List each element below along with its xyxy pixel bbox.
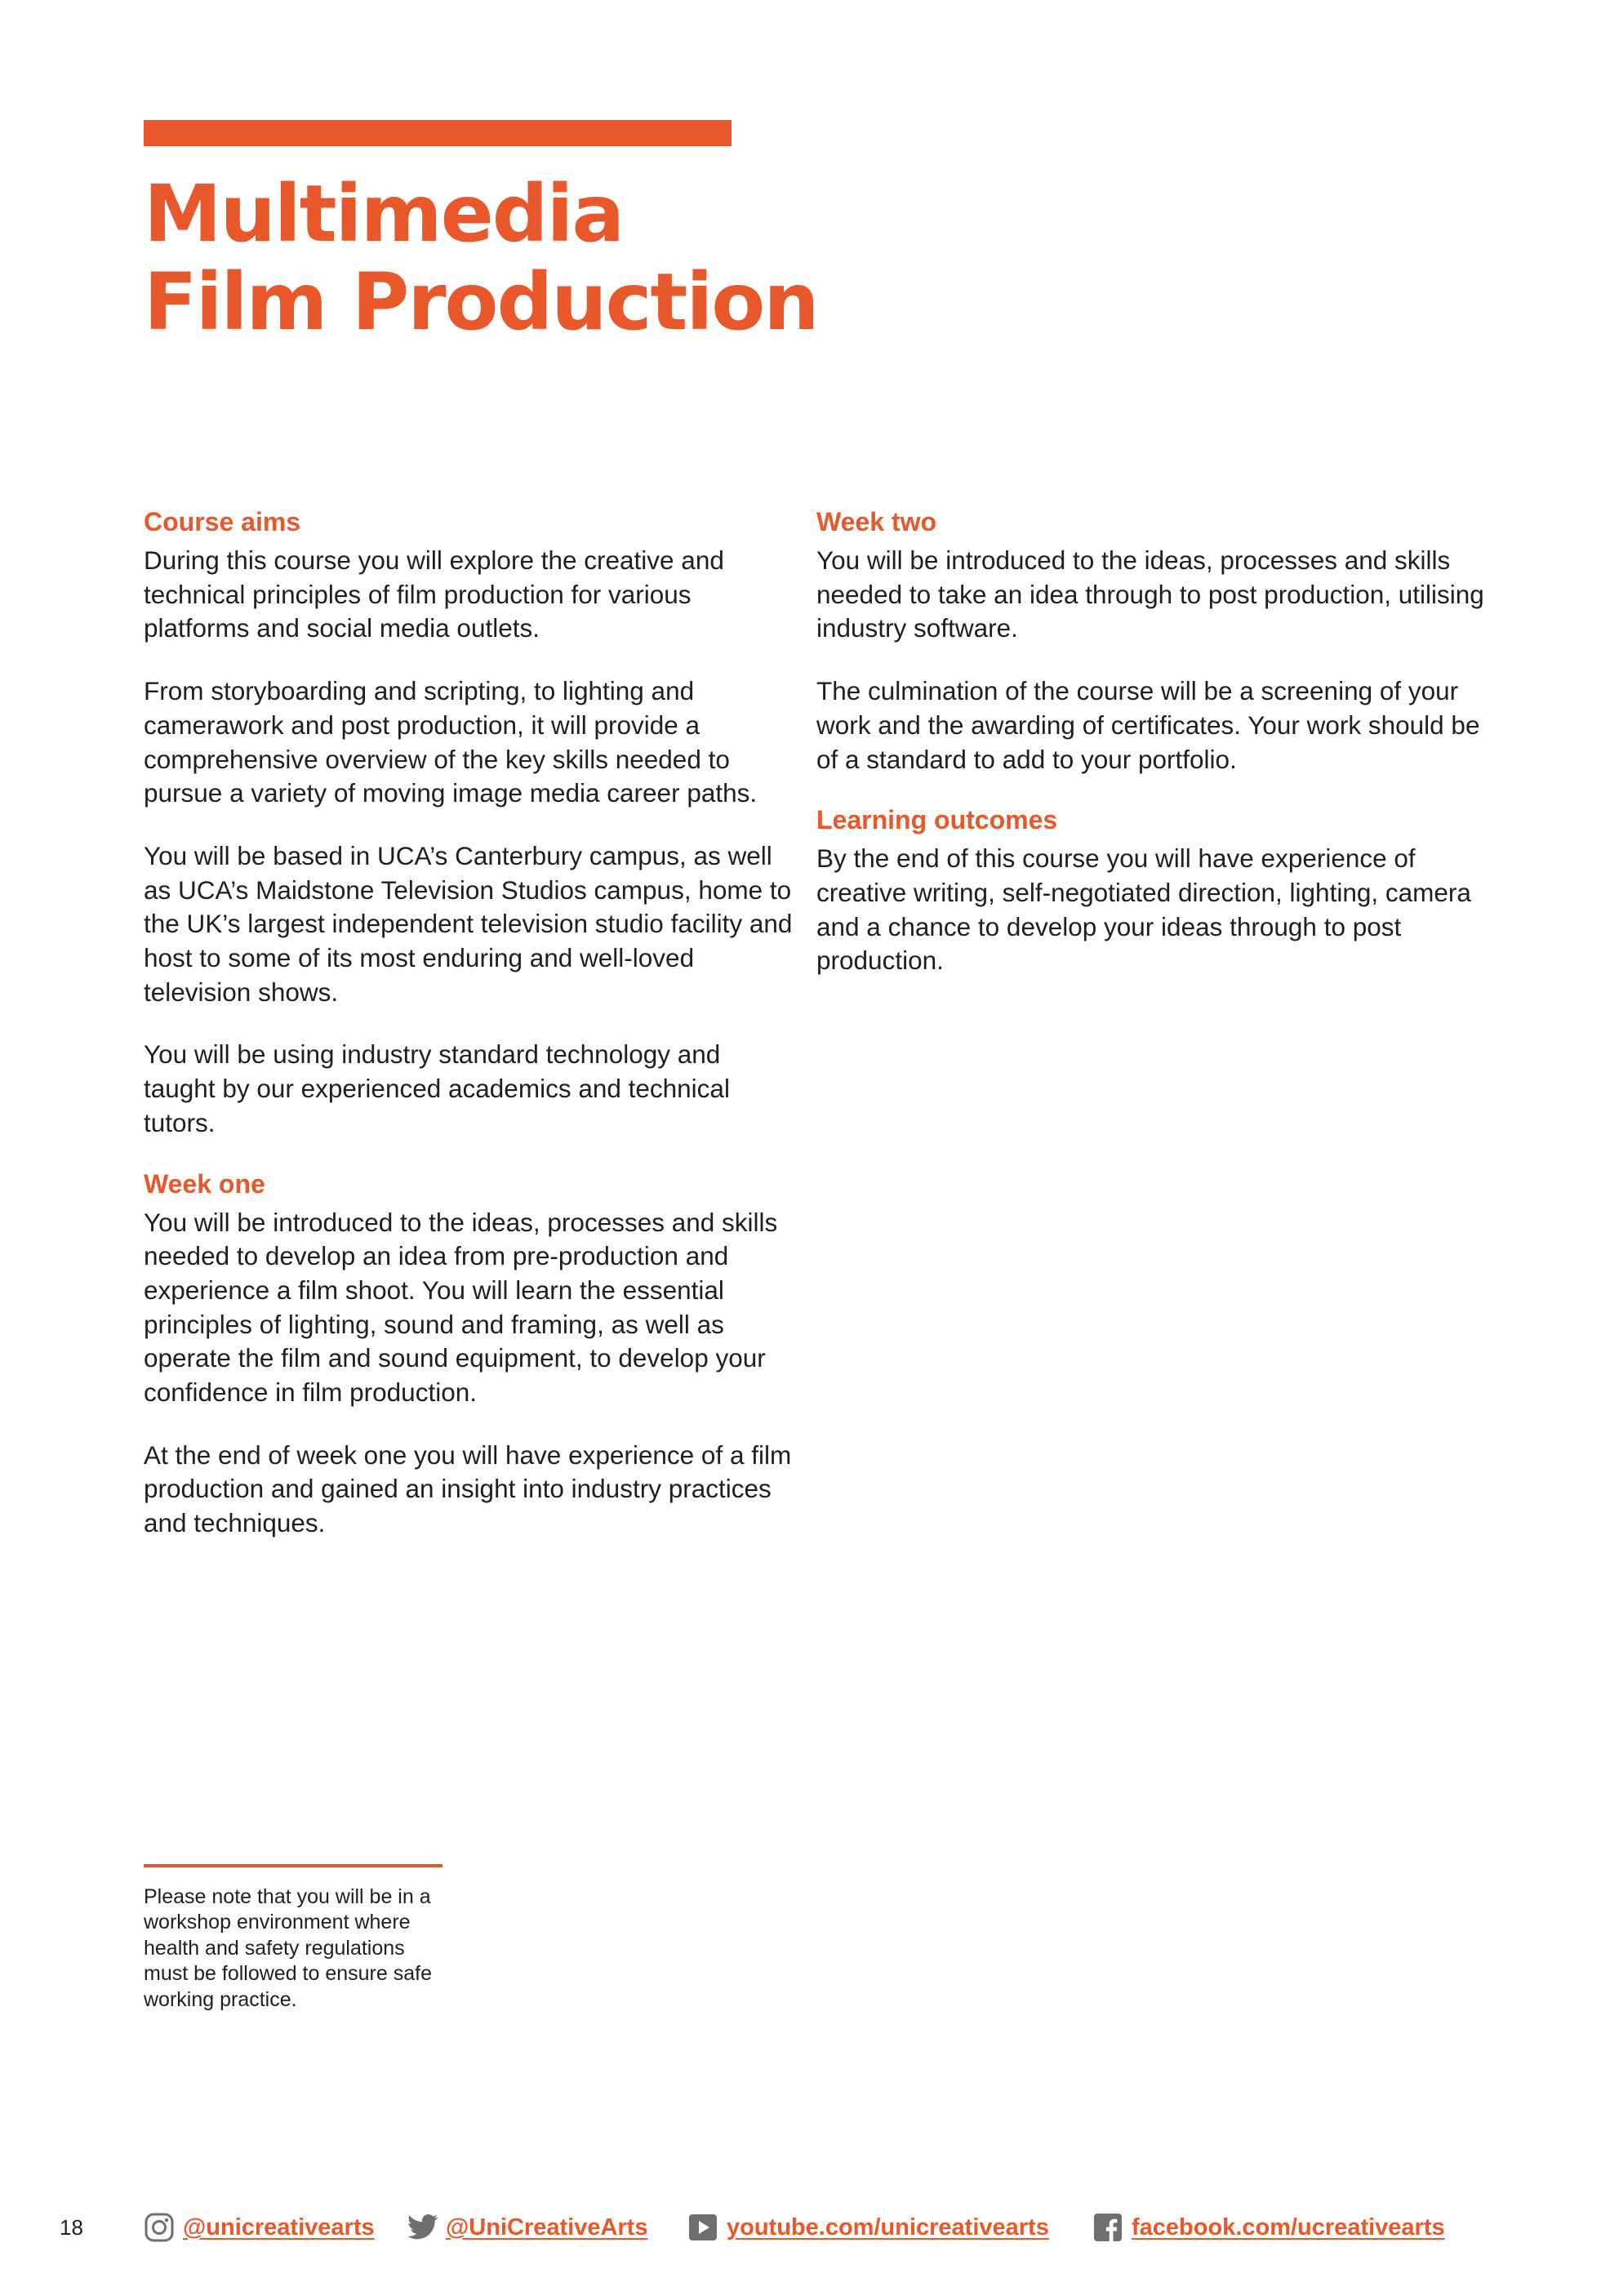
footer: [0, 2207, 1601, 2248]
facebook-handle: facebook.com/ucreativearts: [1132, 2214, 1445, 2240]
week-two-paragraph: The culmination of the course will be a screening of your work and the awarding of certificates. Your work should be of a standard to add to your portfolio.: [816, 676, 1480, 774]
week-two-heading: Week two: [816, 507, 936, 536]
week-one-paragraph: You will be introduced to the ideas, processes and skills needed to develop an idea from pre-production and experience a film shoot. You will learn the essential principles of lighting, sound and framing, as well as operate the film and sound equipment, to develop your confidence in film production.: [144, 1207, 778, 1408]
twitter-link[interactable]: [407, 2207, 647, 2248]
instagram-handle: @unicreativearts: [183, 2214, 375, 2240]
page-title: [144, 170, 818, 346]
page-number: 18: [60, 2215, 83, 2240]
safety-note: Please note that you will be in a workshop environment where health and safety regulations must be followed to ensure safe working practice.: [144, 1885, 432, 2011]
facebook-link[interactable]: [1092, 2207, 1445, 2248]
instagram-icon: [144, 2212, 175, 2243]
course-aims-heading: Course aims: [144, 507, 301, 536]
week-one-paragraph: At the end of week one you will have experience of a film production and gained an insight into industry practices and techniques.: [144, 1439, 792, 1538]
learning-outcomes-heading: Learning outcomes: [816, 805, 1058, 835]
youtube-handle: youtube.com/unicreativearts: [727, 2214, 1049, 2240]
youtube-link[interactable]: [687, 2207, 1049, 2248]
course-aims-paragraph: You will be using industry standard technology and taught by our experienced academics and technical tutors.: [144, 1039, 730, 1137]
left-column: [144, 505, 797, 1569]
title-accent-bar: [144, 120, 732, 146]
course-aims-paragraph: During this course you will explore the creative and technical principles of film production for various platforms and social media outlets.: [144, 545, 724, 643]
week-two-paragraph: You will be introduced to the ideas, processes and skills needed to take an idea through to post production, utilising industry software.: [816, 545, 1484, 643]
right-column: [816, 505, 1486, 1007]
facebook-icon: [1092, 2212, 1123, 2243]
learning-outcomes-paragraph: By the end of this course you will have experience of creative writing, self-negotiated direction, lighting, camera and a chance to develop your ideas through to post production.: [816, 843, 1471, 976]
course-aims-paragraph: From storyboarding and scripting, to lighting and camerawork and post production, it will provide a comprehensive overview of the key skills needed to pursue a variety of moving image media career paths.: [144, 676, 758, 808]
youtube-icon: [687, 2212, 718, 2243]
week-one-heading: Week one: [144, 1168, 265, 1199]
note-divider: [144, 1864, 442, 1867]
instagram-link[interactable]: [144, 2207, 375, 2248]
twitter-icon: [407, 2212, 438, 2243]
twitter-handle: @UniCreativeArts: [446, 2214, 648, 2240]
page-title-line-2: Film Production: [144, 256, 818, 348]
page-title-line-1: Multimedia: [144, 168, 624, 260]
course-aims-paragraph: You will be based in UCA’s Canterbury campus, as well as UCA’s Maidstone Television Studios campus, home to the UK’s largest independent television studio facility and host to some of its most enduring and well-loved television shows.: [144, 840, 793, 1007]
